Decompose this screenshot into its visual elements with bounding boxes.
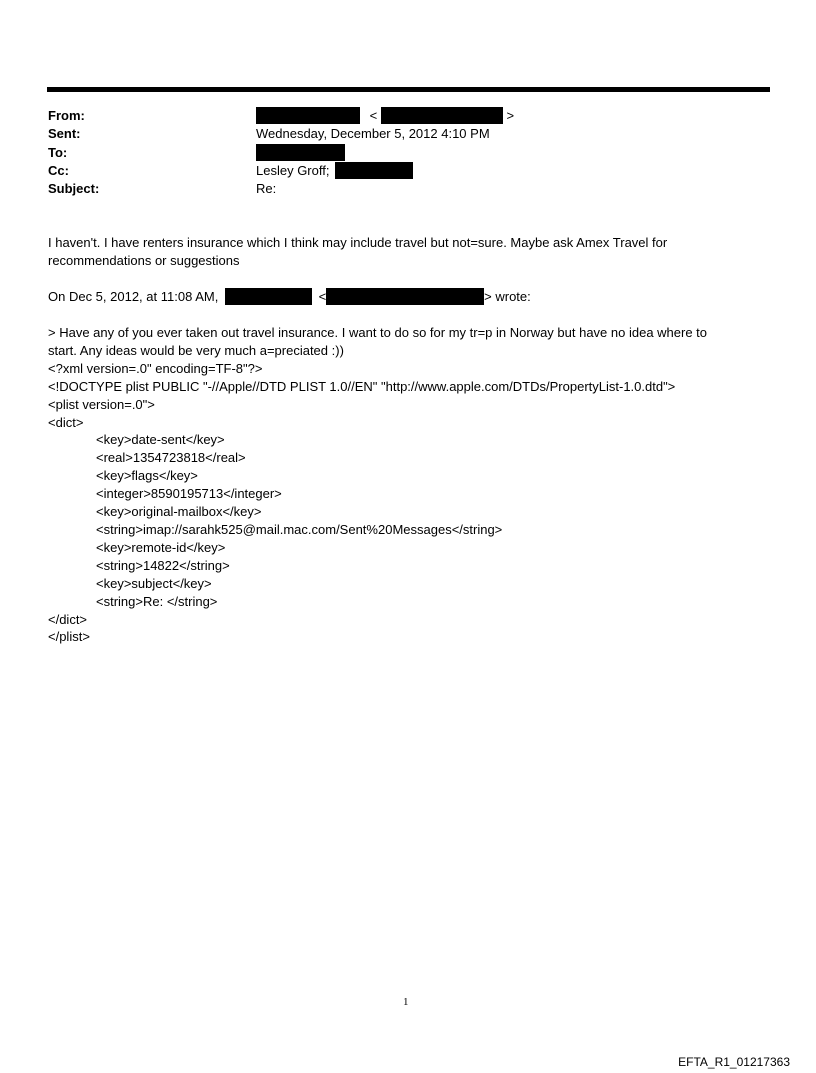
redaction-box [225, 288, 312, 305]
reply-line: I haven't. I have renters insurance which I think may include travel but not=sure. Maybe ask Amex Travel for [48, 235, 668, 250]
plist-line: <key>remote-id</key> [96, 540, 226, 555]
cc-label: Cc: [48, 163, 69, 178]
cc-name: Lesley Groff; [256, 163, 330, 178]
subject-value: Re: [256, 181, 277, 196]
from-value [256, 107, 514, 125]
redaction-box [326, 288, 484, 305]
plist-line: <real>1354723818</real> [96, 450, 246, 465]
sent-label: Sent: [48, 126, 81, 141]
sent-value: Wednesday, December 5, 2012 4:10 PM [256, 126, 490, 141]
plist-line: <key>original-mailbox</key> [96, 504, 262, 519]
attribution-lt: < [318, 289, 327, 304]
header-rule [47, 87, 770, 92]
redaction-box [335, 162, 413, 179]
attribution-prefix: On Dec 5, 2012, at 11:08 AM, [48, 289, 219, 304]
document-id: EFTA_R1_01217363 [678, 1055, 790, 1069]
to-value [256, 144, 345, 162]
from-label: From: [48, 108, 85, 123]
from-lt: < [369, 108, 378, 123]
attribution-line [48, 288, 531, 306]
plist-line: <plist version=.0"> [48, 397, 155, 412]
plist-line: <key>date-sent</key> [96, 432, 225, 447]
page-number: 1 [403, 996, 409, 1008]
redaction-box [256, 107, 360, 124]
to-label: To: [48, 145, 68, 160]
subject-label: Subject: [48, 181, 100, 196]
plist-line: <string>Re: </string> [96, 594, 218, 609]
quote-line: > Have any of you ever taken out travel insurance. I want to do so for my tr=p in Norway but have no idea where to [48, 325, 708, 340]
redaction-box [381, 107, 503, 124]
plist-line: </dict> [48, 612, 88, 627]
plist-line: <dict> [48, 415, 84, 430]
plist-line: <?xml version=.0" encoding=TF-8"?> [48, 361, 263, 376]
plist-line: <!DOCTYPE plist PUBLIC "-//Apple//DTD PLIST 1.0//EN" "http://www.apple.com/DTDs/PropertyList-1.0.dtd"> [48, 379, 676, 394]
attribution-suffix: > wrote: [484, 289, 531, 304]
plist-line: <integer>8590195713</integer> [96, 486, 282, 501]
plist-line: <string>14822</string> [96, 558, 230, 573]
redaction-box [256, 144, 345, 161]
cc-value [256, 162, 413, 180]
plist-line: <key>subject</key> [96, 576, 212, 591]
plist-line: <string>imap://sarahk525@mail.mac.com/Sent%20Messages</string> [96, 522, 503, 537]
quote-line: start. Any ideas would be very much a=preciated :)) [48, 343, 344, 358]
plist-line: <key>flags</key> [96, 468, 198, 483]
from-gt: > [506, 108, 515, 123]
plist-line: </plist> [48, 629, 90, 644]
reply-line: recommendations or suggestions [48, 253, 240, 268]
